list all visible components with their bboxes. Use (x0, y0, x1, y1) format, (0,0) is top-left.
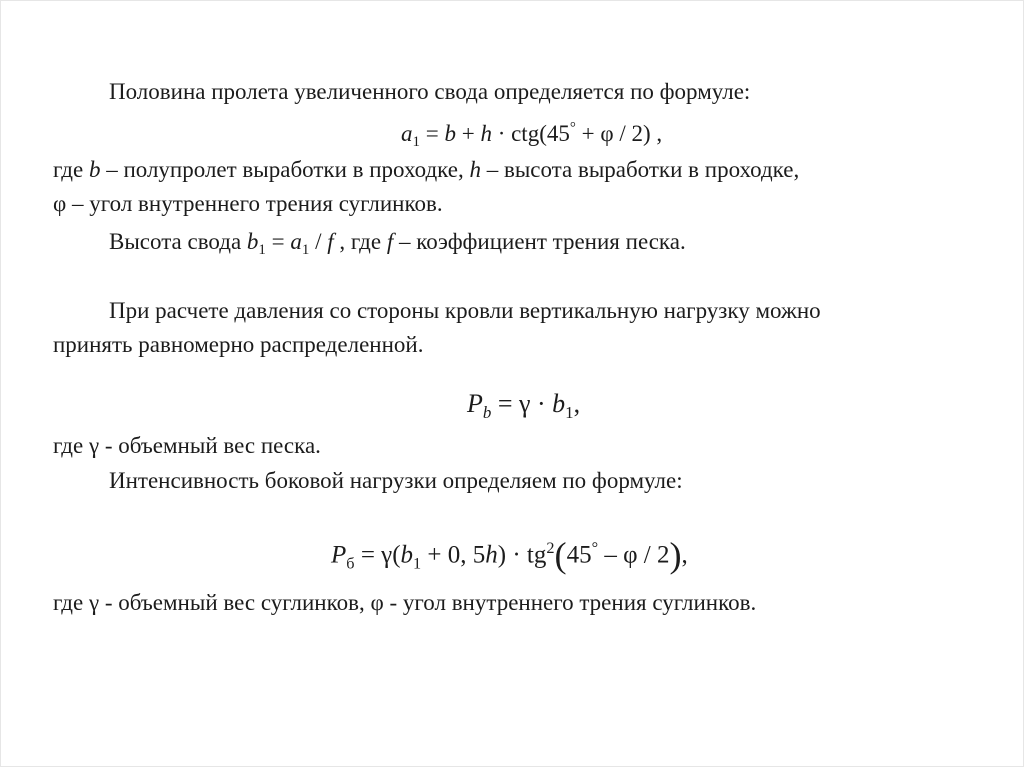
text: – полупролет выработки в проходке, (100, 157, 470, 182)
paragraph-arch-height (109, 229, 686, 259)
formula-tail: , (573, 389, 581, 418)
var-h: h (485, 541, 498, 569)
op-slash: / (309, 229, 328, 254)
degree-sign: ° (591, 538, 599, 557)
right-paren: ) (669, 535, 682, 575)
sub-1: 1 (413, 554, 422, 573)
sub-1: 1 (565, 402, 574, 422)
op-eq: = (419, 121, 445, 146)
paragraph-where-b-h (53, 158, 799, 181)
var-P: P (331, 541, 347, 569)
formula-part: + 0, 5 (421, 541, 486, 569)
sub-1: 1 (258, 242, 266, 259)
sub-b: b (482, 402, 492, 422)
var-h: h (469, 157, 481, 182)
var-b: b (400, 541, 414, 569)
paragraph-lateral-load-intro: Интенсивность боковой нагрузки определяем по формуле: (109, 468, 683, 493)
var-b: b (552, 389, 566, 418)
sub-1: 1 (301, 242, 310, 259)
degree-sign: ° (569, 120, 576, 137)
paragraph-roof-pressure-line2: принять равномерно распределенной. (53, 332, 424, 357)
var-b: b (444, 121, 456, 146)
formula-lateral-load (331, 537, 688, 573)
var-b: b (246, 229, 259, 254)
sub-b-cyr: б (346, 554, 355, 573)
text: Высота свода (109, 229, 247, 254)
var-a: a (290, 229, 302, 254)
formula-vertical-load (467, 389, 581, 422)
op-eq: = (265, 229, 291, 254)
var-h: h (480, 121, 492, 146)
sub-1: 1 (412, 134, 420, 151)
formula-tail: + φ / 2) , (575, 121, 663, 146)
paragraph-formula-intro: Половина пролета увеличенного свода определяется по формуле: (109, 79, 751, 104)
var-P: P (467, 389, 483, 418)
formula-half-span (401, 120, 663, 151)
paragraph-where-phi: φ – угол внутреннего трения суглинков. (53, 191, 443, 216)
formula-part: · ctg(45 (491, 121, 570, 146)
formula-part: = γ( (354, 541, 401, 569)
var-f: f (327, 229, 334, 254)
formula-part: = γ · (491, 389, 553, 418)
text: где (53, 157, 89, 182)
formula-part: – φ / 2 (598, 541, 670, 569)
formula-part: 45 (566, 541, 592, 569)
text: , где (333, 229, 387, 254)
text: – высота выработки в проходке, (480, 157, 800, 182)
var-a: a (401, 121, 413, 146)
superscript-2: 2 (546, 538, 555, 557)
op-plus: + (455, 121, 481, 146)
var-f: f (386, 229, 394, 254)
formula-part: ) · tg (497, 541, 547, 569)
paragraph-where-gamma-sand: где γ - объемный вес песка. (53, 433, 321, 458)
var-b: b (88, 157, 101, 182)
paragraph-where-gamma-loam: где γ - объемный вес суглинков, φ - угол внутреннего трения суглинков. (53, 590, 757, 615)
formula-tail: , (681, 541, 688, 569)
left-paren: ( (554, 535, 567, 575)
text: – коэффициент трения песка. (393, 229, 686, 254)
paragraph-roof-pressure-line1: При расчете давления со стороны кровли вертикальную нагрузку можно (109, 298, 821, 323)
